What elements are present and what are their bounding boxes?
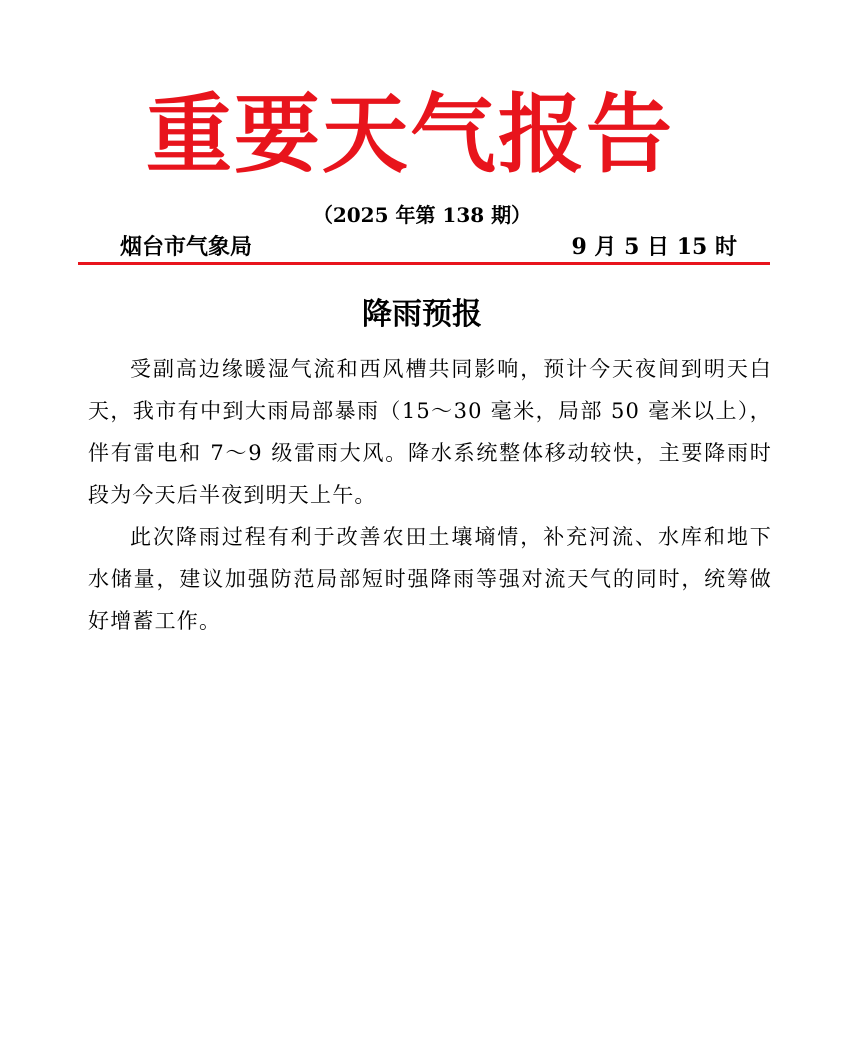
issue-number: （2025 年第 138 期）: [312, 203, 532, 227]
header-divider: [78, 262, 770, 265]
report-title: 降雨预报: [362, 297, 482, 332]
issuing-agency: 烟台市气象局: [120, 234, 253, 260]
issue-datetime: 9 月 5 日 15 时: [571, 234, 737, 260]
body-paragraph: 受副高边缘暖湿气流和西风槽共同影响，预计今天夜间到明天白天，我市有中到大雨局部暴雨（15～30 毫米，局部 50 毫米以上），伴有雷电和 7～9 级雷雨大风。降水系统整体移动较快，主要降雨时段为今天后半夜到明天上午。: [88, 357, 772, 507]
report-masthead: 重要天气报告: [146, 84, 674, 185]
report-body: [88, 348, 772, 642]
body-paragraph: 此次降雨过程有利于改善农田土壤墒情，补充河流、水库和地下水储量，建议加强防范局部短时强降雨等强对流天气的同时，统筹做好增蓄工作。: [88, 525, 772, 633]
